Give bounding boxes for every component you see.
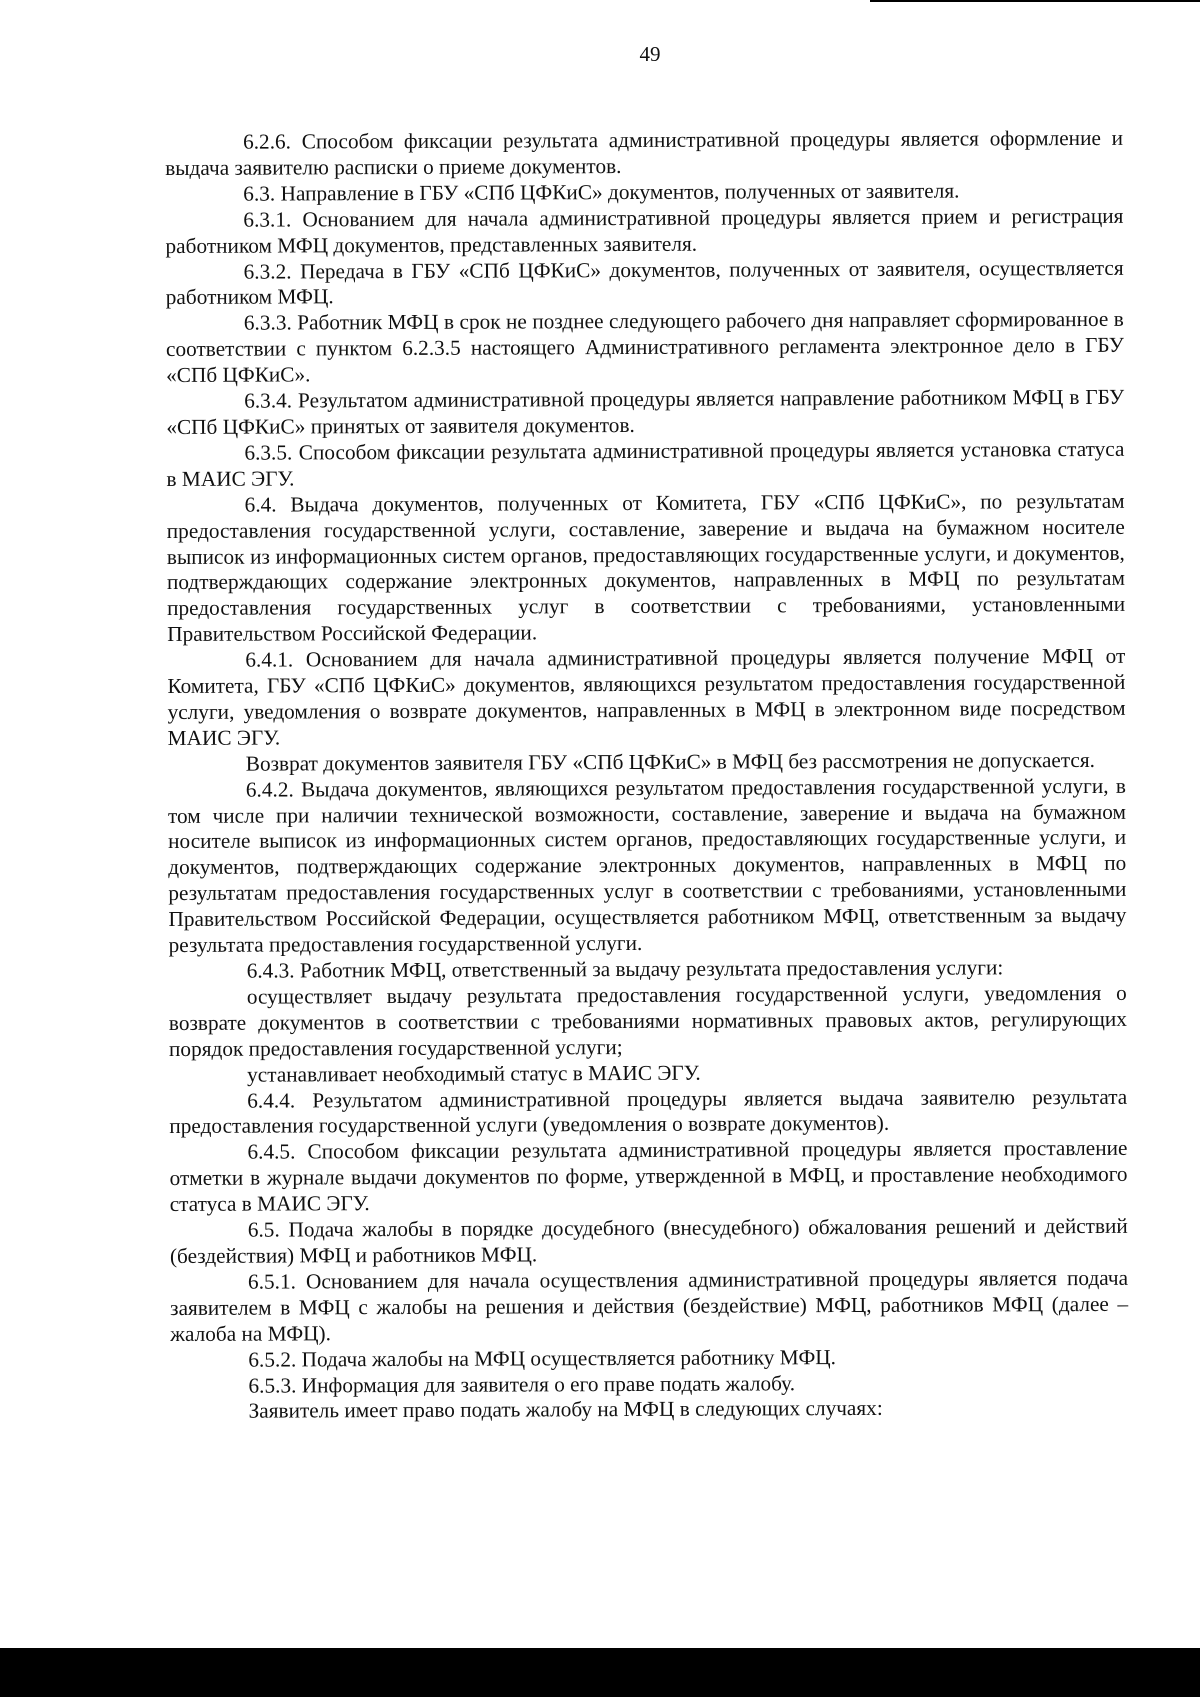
paragraph-6-4-3: 6.4.3. Работник МФЦ, ответственный за выдачу результата предоставления услуги: <box>246 955 1004 983</box>
paragraph-6-4-2: 6.4.2. Выдача документов, являющихся результатом предоставления государственной услуги, в том числе при наличии технической возможности, составление, заверение и выдача на бумажном носителе выписок из информационных систем органов, предоставляющих государственные услуги, и документов, подтверждающих содержание электронных документов, направленных в МФЦ по результатам предоставления государственных услуг в соответствии с требованиями, установленными Правительством Российской Федерации, осуществляется работником МФЦ, ответственным за выдачу результата предоставления государственной услуги. <box>167 773 1127 958</box>
paragraph-6-3-1: 6.3.1. Основанием для начала административной процедуры является прием и регистрация работником МФЦ документов, представленных заявителя. <box>165 203 1124 258</box>
paragraph-return-clause: Возврат документов заявителя ГБУ «СПб ЦФКиС» в МФЦ без рассмотрения не допускается. <box>245 747 1096 776</box>
paragraph-6-4-4: 6.4.4. Результатом административной процедуры является выдача заявителю результата предоставления государственной услуги (уведомления о возврате документов). <box>169 1084 1128 1139</box>
paragraph-complaint-cases: Заявитель имеет право подать жалобу на МФЦ в следующих случаях: <box>248 1396 883 1424</box>
paragraph-6-3-5: 6.3.5. Способом фиксации результата административной процедуры является установка статуса в МАИС ЭГУ. <box>166 436 1125 491</box>
paragraph-6-4-3-item-2: устанавливает необходимый статус в МАИС ЭГУ. <box>247 1060 701 1087</box>
paragraph-6-4-3-item-1: осуществляет выдачу результата предоставления государственной услуги, уведомления о возврате документов в соответствии с требованиями нормативных правовых актов, регулирующих порядок предоставления государственной услуги; <box>168 980 1127 1061</box>
paragraph-6-5-1: 6.5.1. Основанием для начала осуществления административной процедуры является подача заявителем в МФЦ с жалобы на решения и действия (бездействие) МФЦ, работников МФЦ (далее – жалоба на МФЦ). <box>170 1265 1129 1346</box>
paragraph-6-4-1: 6.4.1. Основанием для начала административной процедуры является получение МФЦ от Комитета, ГБУ «СПб ЦФКиС» документов, являющихся результатом предоставления государственной услуги, уведомления о возврате документов, направленных в МФЦ в электронном виде посредством МАИС ЭГУ. <box>167 643 1126 750</box>
paragraph-6-3: 6.3. Направление в ГБУ «СПб ЦФКиС» документов, полученных от заявителя. <box>243 178 960 206</box>
paragraph-6-5-3: 6.5.3. Информация для заявителя о его праве подать жалобу. <box>248 1370 796 1398</box>
document-body <box>165 126 1129 1425</box>
paragraph-6-5: 6.5. Подача жалобы в порядке досудебного (внесудебного) обжалования решений и действий (бездействия) МФЦ и работников МФЦ. <box>169 1213 1128 1268</box>
paragraph-6-3-4: 6.3.4. Результатом административной процедуры является направление работником МФЦ в ГБУ «СПб ЦФКиС» принятых от заявителя документов. <box>166 384 1125 439</box>
paragraph-6-5-2: 6.5.2. Подача жалобы на МФЦ осуществляется работнику МФЦ. <box>248 1344 836 1372</box>
paragraph-6-4: 6.4. Выдача документов, полученных от Комитета, ГБУ «СПб ЦФКиС», по результатам предоставления государственной услуги, составление, заверение и выдача на бумажном носителе выписок из информационных систем органов, предоставляющих государственные услуги, и документов, подтверждающих содержание электронных документов, направленных в МФЦ по результатам предоставления государственных услуг в соответствии с требованиями, установленными Правительством Российской Федерации. <box>166 488 1126 647</box>
paragraph-6-4-5: 6.4.5. Способом фиксации результата административной процедуры является проставление отметки в журнале выдачи документов по форме, утвержденной в МФЦ, и проставление необходимого статуса в МАИС ЭГУ. <box>169 1136 1128 1217</box>
paragraph-6-3-2: 6.3.2. Передача в ГБУ «СПб ЦФКиС» документов, полученных от заявителя, осуществляется работником МФЦ. <box>165 255 1124 310</box>
paragraph-6-2-6: 6.2.6. Способом фиксации результата административной процедуры является оформление и выдача заявителю расписки о приеме документов. <box>165 125 1124 180</box>
scan-border-bottom <box>0 1648 1200 1697</box>
paragraph-6-3-3: 6.3.3. Работник МФЦ в срок не позднее следующего рабочего дня направляет сформированное в соответствии с пунктом 6.2.3.5 настоящего Административного регламента электронное дело в ГБУ «СПб ЦФКиС». <box>165 307 1124 388</box>
page-number: 49 <box>639 42 661 66</box>
scan-edge-mark <box>870 0 1200 2</box>
